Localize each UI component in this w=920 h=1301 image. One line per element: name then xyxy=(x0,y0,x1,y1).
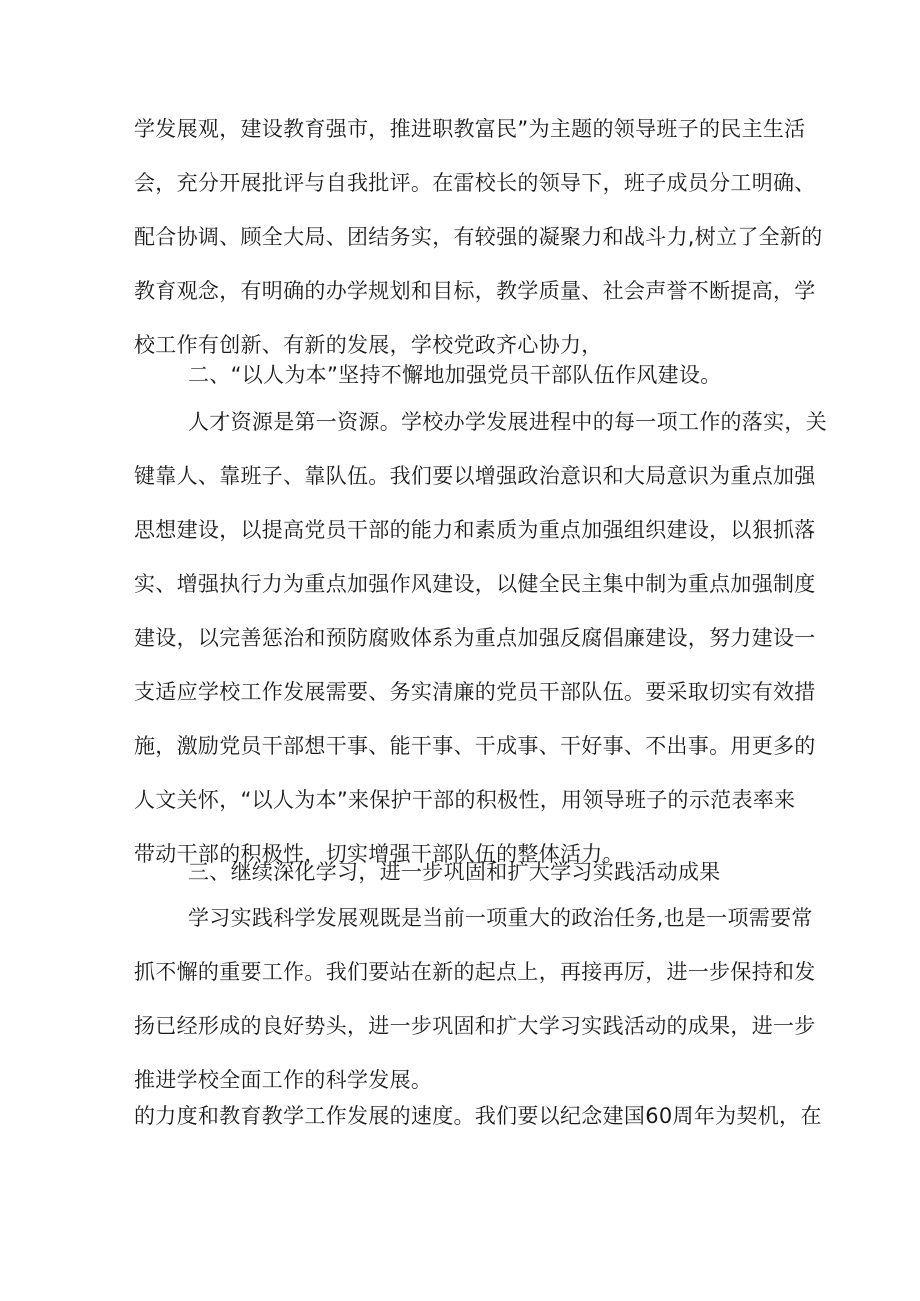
text-line: 教育观念，有明确的办学规划和目标，教学质量、社会声誉不断提高，学 xyxy=(134,279,816,303)
text-line: 施，激励党员干部想干事、能干事、干成事、干好事、不出事。用更多的 xyxy=(134,734,816,758)
text-line: 扬已经形成的良好势头，进一步巩固和扩大学习实践活动的成果，进一步 xyxy=(134,1014,816,1038)
text-line: 实、增强执行力为重点加强作风建设，以健全民主集中制为重点加强制度 xyxy=(134,572,816,596)
text-line: 抓不懈的重要工作。我们要站在新的起点上，再接再厉，进一步保持和发 xyxy=(134,960,816,984)
paragraph-3 xyxy=(134,891,816,1107)
text-line: 人才资源是第一资源。学校办学发展进程中的每一项工作的落实，关 xyxy=(188,410,827,434)
text-line: 学发展观，建设教育强市，推进职教富民”为主题的领导班子的民主生活 xyxy=(134,117,806,141)
paragraph-2 xyxy=(134,395,827,881)
heading-text: 二、“以人为本”坚持不懈地加强党员干部队伍作风建设。 xyxy=(188,363,722,387)
text-line: 带动干部的积极性，切实增强干部队伍的整体活力。 xyxy=(134,842,624,866)
text-line: 推进学校全面工作的科学发展。 xyxy=(134,1068,433,1092)
text-line: 键靠人、靠班子、靠队伍。我们要以增强政治意识和大局意识为重点加强 xyxy=(134,464,816,488)
text-line: 配合协调、顾全大局、团结务实，有较强的凝聚力和战斗力,树立了全新的 xyxy=(134,225,823,249)
text-line: 学习实践科学发展观既是当前一项重大的政治任务,也是一项需要常 xyxy=(188,906,813,930)
paragraph-4 xyxy=(134,1089,822,1143)
paragraph-1 xyxy=(134,102,823,372)
text-line: 校工作有创新、有新的发展，学校党政齐心协力， xyxy=(134,333,603,357)
text-line: 支适应学校工作发展需要、务实清廉的党员干部队伍。要采取切实有效措 xyxy=(134,680,816,704)
heading-text: 三、继续深化学习，进一步巩固和扩大学习实践活动成果 xyxy=(188,860,721,884)
text-line: 思想建设，以提高党员干部的能力和素质为重点加强组织建设，以狠抓落 xyxy=(134,518,816,542)
text-line: 建设，以完善惩治和预防腐败体系为重点加强反腐倡廉建设，努力建设一 xyxy=(134,626,816,650)
text-line: 的力度和教育教学工作发展的速度。我们要以纪念建国60周年为契机，在 xyxy=(134,1104,822,1128)
section-heading-2 xyxy=(134,348,794,402)
text-line: 人文关怀，“以人为本”来保护干部的积极性，用领导班子的示范表率来 xyxy=(134,788,796,812)
text-line: 会，充分开展批评与自我批评。在雷校长的领导下，班子成员分工明确、 xyxy=(134,171,816,195)
